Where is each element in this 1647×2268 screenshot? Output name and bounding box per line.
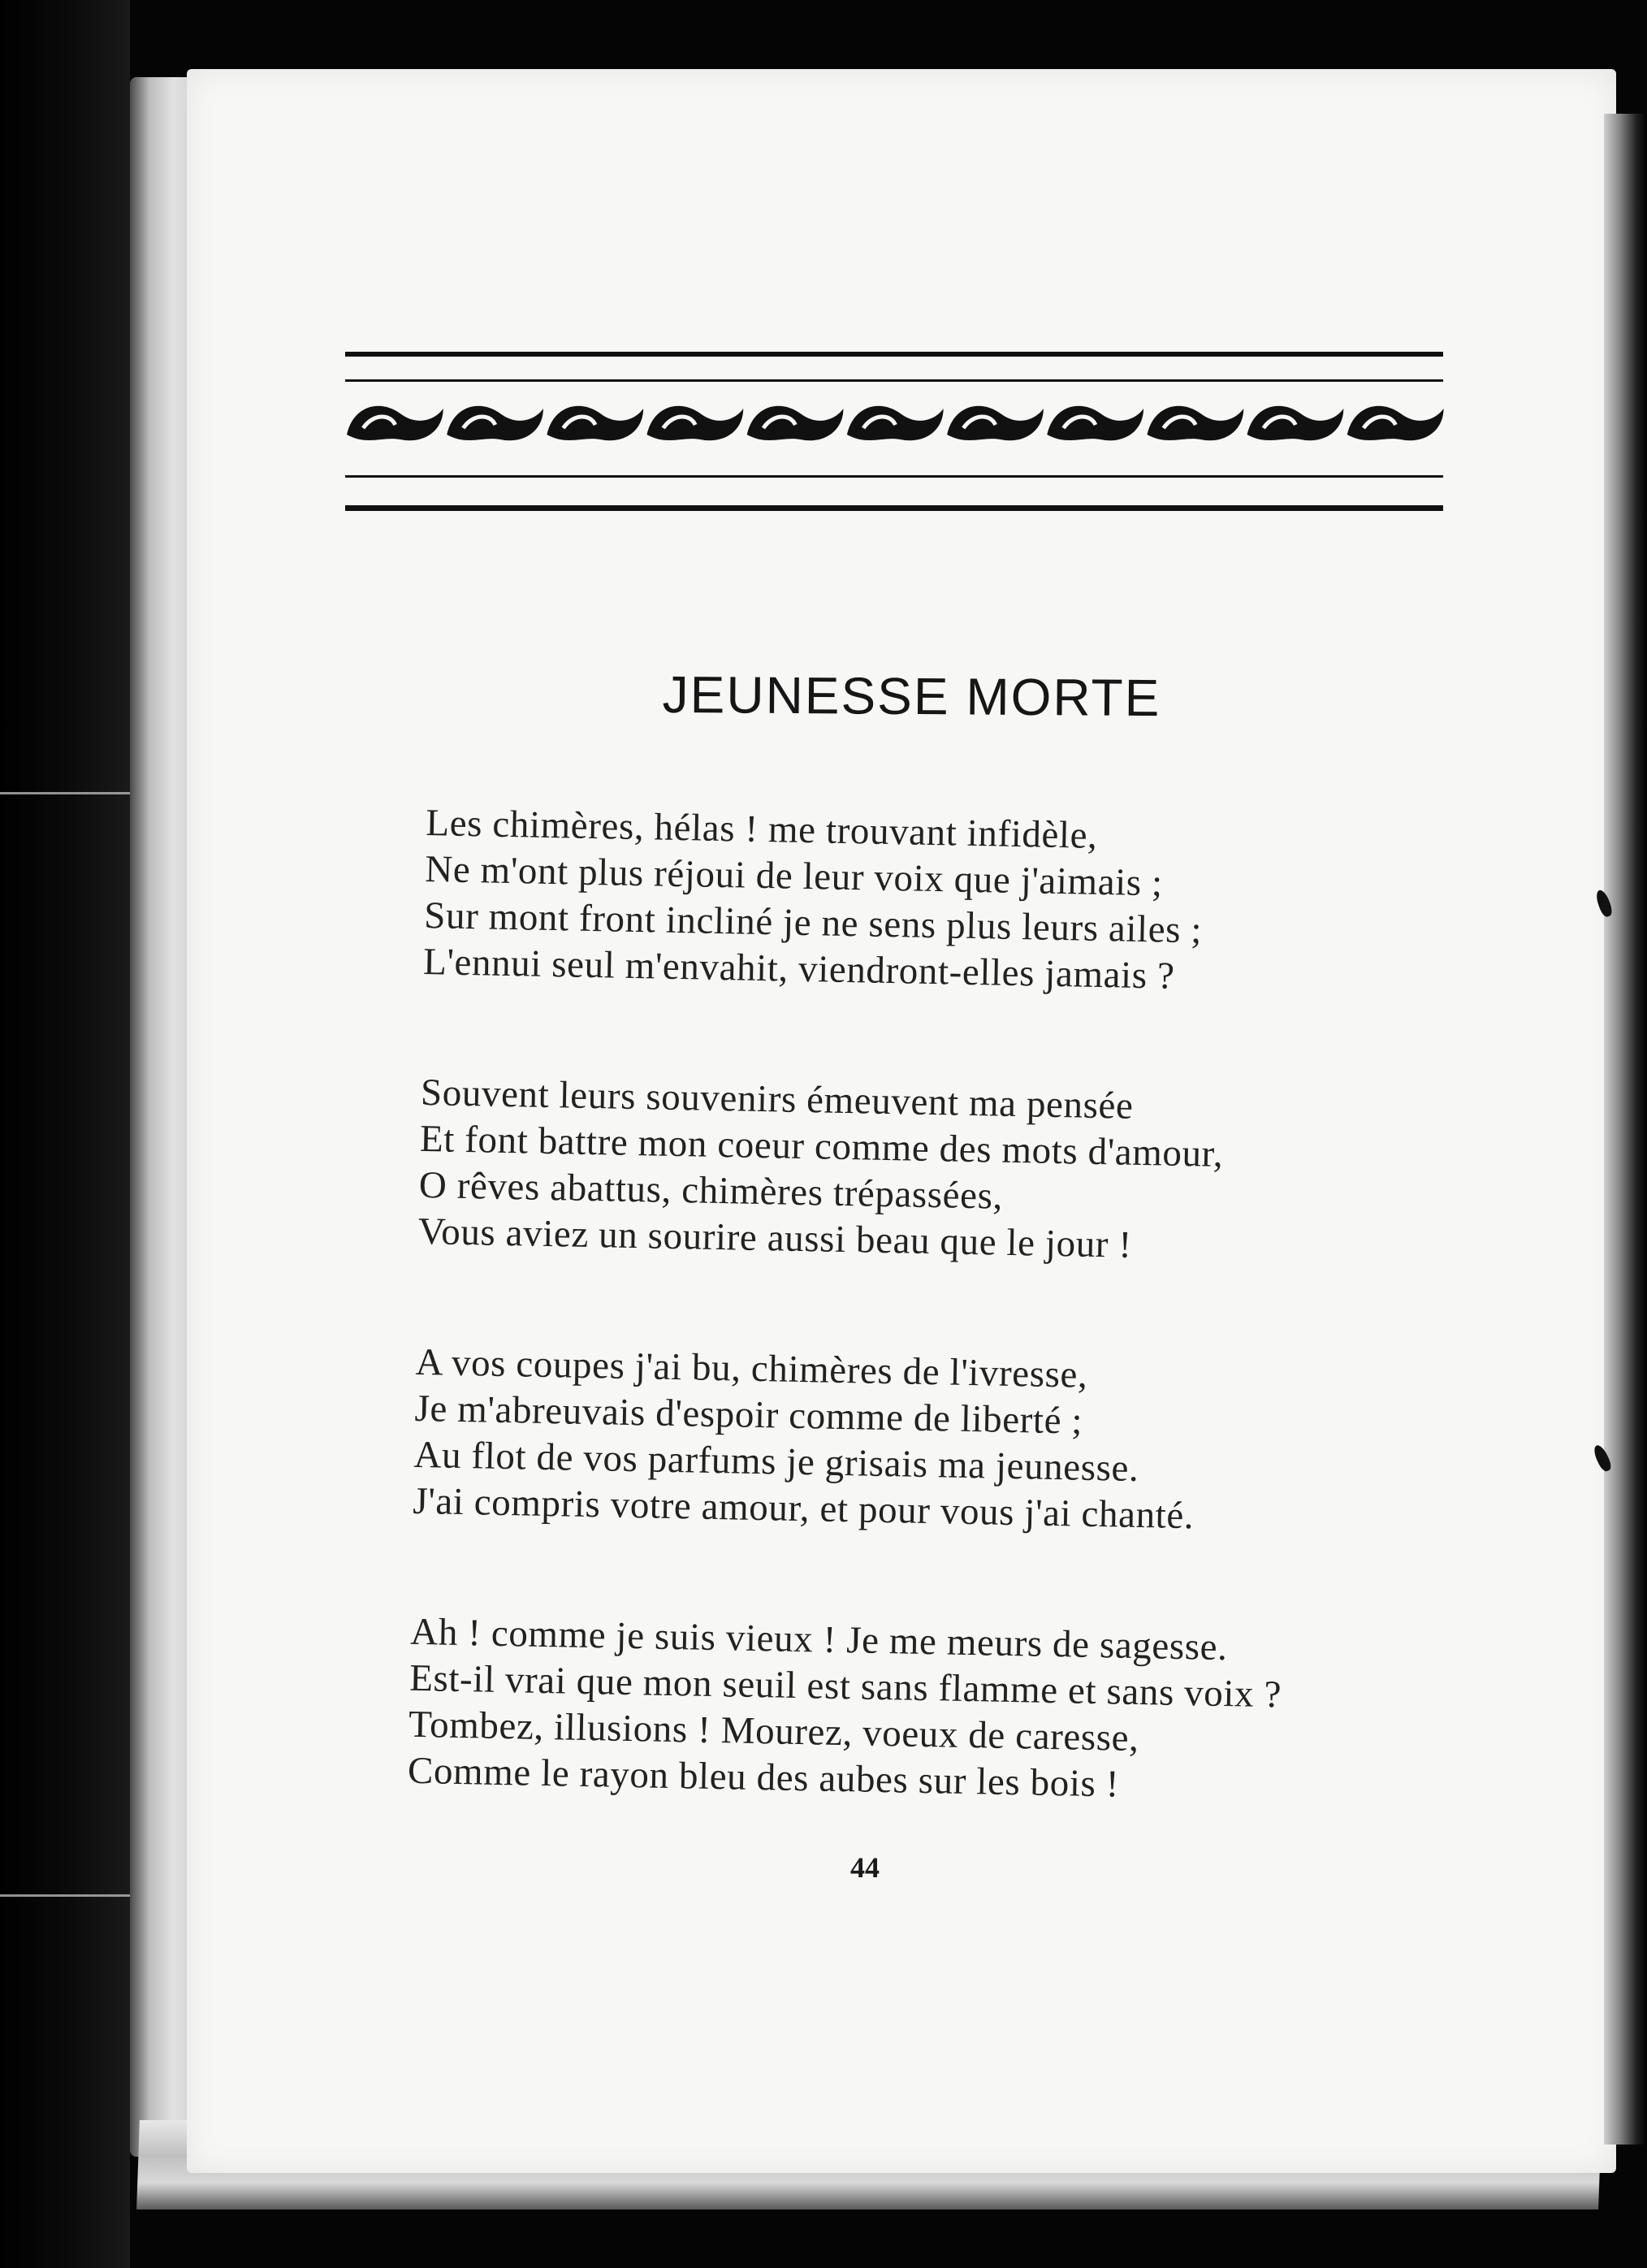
wave-motif xyxy=(647,406,744,441)
ornament-rule-top-thin xyxy=(345,379,1443,382)
wave-motif xyxy=(947,406,1044,441)
poem-line: Tombez, illusions ! Mourez, voeux de caresse, xyxy=(408,1703,1139,1760)
poem-body xyxy=(406,800,1498,1899)
poem-line: J'ai compris votre amour, et pour vous j'ai chanté. xyxy=(412,1479,1195,1538)
ornament-motifs xyxy=(345,352,1444,511)
poem-line: O rêves abattus, chimères trépassées, xyxy=(418,1163,1004,1218)
wave-motif xyxy=(847,406,944,441)
wave-motif xyxy=(747,406,844,441)
decorative-ornament-band xyxy=(341,345,1450,528)
wave-motif xyxy=(547,406,643,441)
poem-line: Ne m'ont plus réjoui de leur voix que j'aimais ; xyxy=(424,847,1164,905)
wave-motif xyxy=(1047,406,1143,441)
stanza-2 xyxy=(417,1070,1493,1275)
wave-motif xyxy=(1347,406,1444,441)
poem-line: Vous aviez un sourire aussi beau que le jour ! xyxy=(417,1210,1133,1266)
poem-line: L'ennui seul m'envahit, viendront-elles jamais ? xyxy=(422,940,1175,998)
stanza-3 xyxy=(413,1340,1488,1545)
wave-motif xyxy=(1247,406,1344,441)
poem-line: Comme le rayon bleu des aubes sur les bois ! xyxy=(407,1749,1120,1806)
poem-line: Est-il vrai que mon seuil est sans flamme et sans voix ? xyxy=(409,1656,1282,1716)
poem-line: Les chimères, hélas ! me trouvant infidèle, xyxy=(425,801,1098,857)
ornament-rule-bottom-thin xyxy=(345,475,1443,478)
film-border-left xyxy=(0,0,130,2268)
ornament-rule-bottom-thick xyxy=(345,505,1443,511)
poem-line: Et font battre mon coeur comme des mots d'amour, xyxy=(419,1117,1224,1175)
ornament-rule-top-thick xyxy=(345,352,1443,357)
book-gutter xyxy=(1604,114,1647,2145)
stanza-4 xyxy=(408,1609,1483,1815)
wave-motif xyxy=(1148,406,1244,441)
page-number: 44 xyxy=(850,1851,880,1884)
poem-line: A vos coupes j'ai bu, chimères de l'ivresse, xyxy=(415,1340,1088,1396)
wave-motif xyxy=(447,406,543,441)
poem-line: Sur mont front incliné je ne sens plus leurs ailes ; xyxy=(423,894,1203,952)
poem-title: JEUNESSE MORTE xyxy=(662,664,1161,728)
poem-line: Je m'abreuvais d'espoir comme de liberté ; xyxy=(414,1387,1083,1443)
stanza-1 xyxy=(423,800,1498,1006)
wave-motif xyxy=(347,406,443,441)
poem-line: Au flot de vos parfums je grisais ma jeunesse. xyxy=(413,1433,1139,1490)
poem-line: Souvent leurs souvenirs émeuvent ma pensée xyxy=(420,1071,1134,1128)
poem-line: Ah ! comme je suis vieux ! Je me meurs de sagesse. xyxy=(409,1610,1228,1669)
